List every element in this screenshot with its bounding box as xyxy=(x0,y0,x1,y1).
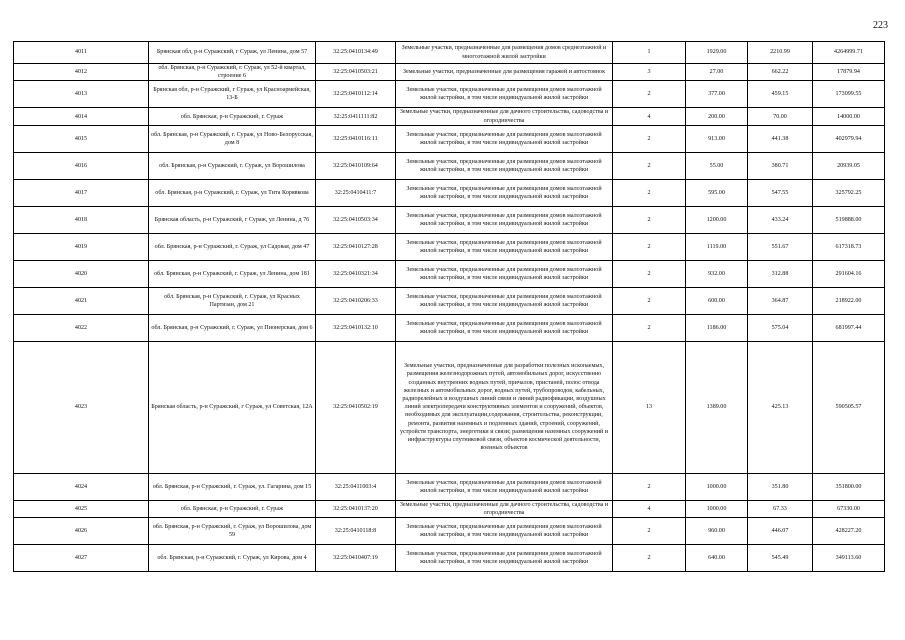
row-specific-value: 2210.99 xyxy=(748,42,813,64)
row-specific-value: 364.87 xyxy=(748,287,813,314)
table-row xyxy=(14,125,885,152)
row-land-use-purpose: Земельные участки, предназначенные для размещения домов малоэтажной жилой застройки, в том числе индивидуальной жилой застройки xyxy=(396,152,613,179)
row-cadastral-number: 32:25:0411111:82 xyxy=(316,108,396,125)
row-number: 4018 xyxy=(14,206,149,233)
row-cadastral-number: 32:25:0410109:64 xyxy=(316,152,396,179)
table-row xyxy=(14,473,885,500)
row-area: 960.00 xyxy=(686,518,748,545)
row-use-group: 13 xyxy=(613,341,686,473)
row-cadastral-number: 32:25:0410137:20 xyxy=(316,500,396,517)
row-cadastral-value: 67330.00 xyxy=(813,500,885,517)
row-land-use-purpose: Земельные участки, предназначенные для размещения домов малоэтажной жилой застройки, в том числе индивидуальной жилой застройки xyxy=(396,473,613,500)
row-cadastral-number: 32:25:0410132:10 xyxy=(316,314,396,341)
table-row xyxy=(14,152,885,179)
table-row xyxy=(14,64,885,81)
row-use-group: 2 xyxy=(613,125,686,152)
row-land-use-purpose: Земельные участки, предназначенные для дачного строительства, садоводства и огородничества xyxy=(396,500,613,517)
row-area: 595.00 xyxy=(686,179,748,206)
row-number: 4015 xyxy=(14,125,149,152)
row-land-use-purpose: Земельные участки, предназначенные для размещения домов малоэтажной жилой застройки, в том числе индивидуальной жилой застройки xyxy=(396,260,613,287)
row-specific-value: 380.71 xyxy=(748,152,813,179)
table-row xyxy=(14,179,885,206)
row-cadastral-number: 32:25:0410206:33 xyxy=(316,287,396,314)
row-land-use-purpose: Земельные участки, предназначенные для размещения домов малоэтажной жилой застройки, в том числе индивидуальной жилой застройки xyxy=(396,81,613,108)
row-cadastral-value: 617318.73 xyxy=(813,233,885,260)
row-cadastral-number: 32:25:0410503:34 xyxy=(316,206,396,233)
row-address: Брянская обл, р-н Суражский, г Сураж, ул Ленина, дом 57 xyxy=(149,42,316,64)
row-specific-value: 433.24 xyxy=(748,206,813,233)
row-cadastral-number: 32:25:0411003:4 xyxy=(316,473,396,500)
table-row xyxy=(14,518,885,545)
row-area: 913.00 xyxy=(686,125,748,152)
table-row xyxy=(14,108,885,125)
row-number: 4013 xyxy=(14,81,149,108)
row-land-use-purpose: Земельные участки, предназначенные для размещения гаражей и автостоянок xyxy=(396,64,613,81)
row-address: обл. Брянская, р-н Суражский, г. Сураж, ул Ворошилова, дом 59 xyxy=(149,518,316,545)
row-use-group: 2 xyxy=(613,287,686,314)
row-specific-value: 312.88 xyxy=(748,260,813,287)
row-number: 4024 xyxy=(14,473,149,500)
row-land-use-purpose: Земельные участки, предназначенные для размещения домов малоэтажной жилой застройки, в том числе индивидуальной жилой застройки xyxy=(396,314,613,341)
row-address: обл. Брянская, р-н Суражский, г. Сураж, ул Кирова, дом 4 xyxy=(149,545,316,572)
row-number: 4012 xyxy=(14,64,149,81)
row-number: 4011 xyxy=(14,42,149,64)
row-address: Брянская область, р-н Суражский, г Сураж, ул Советская, 12А xyxy=(149,341,316,473)
row-number: 4023 xyxy=(14,341,149,473)
row-cadastral-number: 32:25:0410502:19 xyxy=(316,341,396,473)
row-address: обл. Брянская, р-н Суражский, г. Сураж, ул Красных Партизан, дом 21 xyxy=(149,287,316,314)
table-row xyxy=(14,545,885,572)
row-specific-value: 459.15 xyxy=(748,81,813,108)
row-use-group: 2 xyxy=(613,314,686,341)
row-cadastral-number: 32:25:0410321:34 xyxy=(316,260,396,287)
table-row xyxy=(14,287,885,314)
row-specific-value: 551.67 xyxy=(748,233,813,260)
row-cadastral-value: 218922.00 xyxy=(813,287,885,314)
row-cadastral-value: 14000.00 xyxy=(813,108,885,125)
row-cadastral-number: 32:25:0410118:8 xyxy=(316,518,396,545)
row-use-group: 4 xyxy=(613,108,686,125)
row-cadastral-value: 17879.94 xyxy=(813,64,885,81)
row-address: обл. Брянская, р-н Суражский, г. Сураж, ул Ново-Белорусская, дом 8 xyxy=(149,125,316,152)
row-area: 1000.00 xyxy=(686,473,748,500)
table-row xyxy=(14,233,885,260)
row-specific-value: 575.04 xyxy=(748,314,813,341)
page-number: 223 xyxy=(873,20,888,31)
row-land-use-purpose: Земельные участки, предназначенные для размещения домов малоэтажной жилой застройки, в том числе индивидуальной жилой застройки xyxy=(396,233,613,260)
row-use-group: 2 xyxy=(613,179,686,206)
row-number: 4022 xyxy=(14,314,149,341)
row-cadastral-value: 351800.00 xyxy=(813,473,885,500)
row-area: 600.00 xyxy=(686,287,748,314)
row-area: 1119.00 xyxy=(686,233,748,260)
row-use-group: 2 xyxy=(613,206,686,233)
row-cadastral-value: 681997.44 xyxy=(813,314,885,341)
row-use-group: 2 xyxy=(613,545,686,572)
row-specific-value: 662.22 xyxy=(748,64,813,81)
row-address: обл. Брянская, р-н Суражский, г. Сураж xyxy=(149,108,316,125)
row-area: 640.00 xyxy=(686,545,748,572)
row-land-use-purpose: Земельные участки, предназначенные для размещения домов малоэтажной жилой застройки, в том числе индивидуальной жилой застройки xyxy=(396,179,613,206)
row-specific-value: 67.33 xyxy=(748,500,813,517)
row-number: 4021 xyxy=(14,287,149,314)
row-cadastral-number: 32:25:0410116:11 xyxy=(316,125,396,152)
row-cadastral-value: 349113.60 xyxy=(813,545,885,572)
row-cadastral-value: 590505.57 xyxy=(813,341,885,473)
row-use-group: 2 xyxy=(613,518,686,545)
row-area: 1186.00 xyxy=(686,314,748,341)
row-area: 1200.00 xyxy=(686,206,748,233)
row-use-group: 2 xyxy=(613,233,686,260)
row-address: Брянская область, р-н Суражский, г Сураж, ул Ленина, д 76 xyxy=(149,206,316,233)
row-number: 4027 xyxy=(14,545,149,572)
row-land-use-purpose: Земельные участки, предназначенные для дачного строительства, садоводства и огородничества xyxy=(396,108,613,125)
row-specific-value: 446.07 xyxy=(748,518,813,545)
row-area: 932.00 xyxy=(686,260,748,287)
row-address: обл. Брянская, р-н Суражский, г. Сураж xyxy=(149,500,316,517)
table-row xyxy=(14,81,885,108)
row-address: обл. Брянская, р-н Суражский, г. Сураж, ул Ворошилова xyxy=(149,152,316,179)
row-number: 4025 xyxy=(14,500,149,517)
row-number: 4016 xyxy=(14,152,149,179)
row-use-group: 2 xyxy=(613,260,686,287)
row-number: 4026 xyxy=(14,518,149,545)
row-cadastral-value: 4264999.71 xyxy=(813,42,885,64)
row-cadastral-number: 32:25:0410503:21 xyxy=(316,64,396,81)
row-land-use-purpose: Земельные участки, предназначенные для размещения домов малоэтажной жилой застройки, в том числе индивидуальной жилой застройки xyxy=(396,125,613,152)
row-specific-value: 351.80 xyxy=(748,473,813,500)
table-row xyxy=(14,500,885,517)
row-number: 4019 xyxy=(14,233,149,260)
row-area: 1389.00 xyxy=(686,341,748,473)
table-row xyxy=(14,42,885,64)
row-land-use-purpose: Земельные участки, предназначенные для размещения домов малоэтажной жилой застройки, в том числе индивидуальной жилой застройки xyxy=(396,287,613,314)
row-specific-value: 545.49 xyxy=(748,545,813,572)
table-row xyxy=(14,206,885,233)
table-row xyxy=(14,260,885,287)
row-land-use-purpose: Земельные участки, предназначенные для размещения домов малоэтажной жилой застройки, в том числе индивидуальной жилой застройки xyxy=(396,206,613,233)
row-cadastral-number: 32:25:0410127:28 xyxy=(316,233,396,260)
row-address: обл. Брянская, р-н Суражский, г. Сураж, ул Пионерская, дом 6 xyxy=(149,314,316,341)
row-area: 1000.00 xyxy=(686,500,748,517)
row-cadastral-value: 402979.94 xyxy=(813,125,885,152)
row-use-group: 2 xyxy=(613,152,686,179)
row-address: обл. Брянская, р-н Суражский, г. Сураж, ул 52-й квартал, строение 6 xyxy=(149,64,316,81)
row-cadastral-number: 32:25:0410407:19 xyxy=(316,545,396,572)
row-specific-value: 547.55 xyxy=(748,179,813,206)
row-land-use-purpose: Земельные участки, предназначенные для разработки полезных ископаемых, размещения железнодорожных путей, автомобильных дорог, искусственно созданных внутренних водных путей, причалов, пристаней, полос отвода железных и автомобильных дорог, водных путей, трубопроводов, кабельных, радиорелейных и воздушных линий связи и линий радиофикации, воздушных линий электропередачи конструктивных элементов и сооружений, объектов, необходимых для эксплуатации,содержания, строительства, реконструкции, ремонта, развития наземных и подземных зданий, строений, сооружений, устройств транспорта, энергетики и связи; размещения наземных сооружений и инфраструктуры спутниковой связи, объектов космической деятельности, военных объектов xyxy=(396,341,613,473)
row-land-use-purpose: Земельные участки, предназначенные для размещения домов малоэтажной жилой застройки, в том числе индивидуальной жилой застройки xyxy=(396,518,613,545)
row-address: обл. Брянская, р-н Суражский, г. Сураж, ул Ленина, дом 181 xyxy=(149,260,316,287)
row-cadastral-number: 32:25:0410134:49 xyxy=(316,42,396,64)
row-cadastral-value: 291604.16 xyxy=(813,260,885,287)
table-row xyxy=(14,314,885,341)
row-cadastral-number: 32:25:0410411:7 xyxy=(316,179,396,206)
row-cadastral-number: 32:25:0410112:14 xyxy=(316,81,396,108)
row-use-group: 2 xyxy=(613,473,686,500)
row-use-group: 4 xyxy=(613,500,686,517)
row-address: обл. Брянская, р-н Суражский, г. Сураж, ул Садовая, дом 47 xyxy=(149,233,316,260)
row-area: 1929.00 xyxy=(686,42,748,64)
row-area: 27.00 xyxy=(686,64,748,81)
row-land-use-purpose: Земельные участки, предназначенные для размещения домов малоэтажной жилой застройки, в том числе индивидуальной жилой застройки xyxy=(396,545,613,572)
row-specific-value: 70.00 xyxy=(748,108,813,125)
row-cadastral-value: 20939.05 xyxy=(813,152,885,179)
row-use-group: 2 xyxy=(613,81,686,108)
row-specific-value: 425.13 xyxy=(748,341,813,473)
row-address: обл. Брянская, р-н Суражский, г. Сураж, ул. Гагарина, дом 15 xyxy=(149,473,316,500)
table-row xyxy=(14,341,885,473)
row-cadastral-value: 173099.55 xyxy=(813,81,885,108)
row-number: 4020 xyxy=(14,260,149,287)
row-number: 4014 xyxy=(14,108,149,125)
row-address: Брянская обл, р-н Суражский, г Сураж, ул Красноармейская, 13-Б xyxy=(149,81,316,108)
row-number: 4017 xyxy=(14,179,149,206)
row-cadastral-value: 325792.25 xyxy=(813,179,885,206)
row-area: 55.00 xyxy=(686,152,748,179)
row-area: 377.00 xyxy=(686,81,748,108)
row-area: 200.00 xyxy=(686,108,748,125)
row-use-group: 3 xyxy=(613,64,686,81)
row-cadastral-value: 519888.00 xyxy=(813,206,885,233)
cadastral-value-table xyxy=(13,41,885,572)
row-cadastral-value: 428227.20 xyxy=(813,518,885,545)
row-land-use-purpose: Земельные участки, предназначенные для размещения домов среднеэтажной и многоэтажной жилой застройки xyxy=(396,42,613,64)
row-use-group: 1 xyxy=(613,42,686,64)
row-address: обл. Брянская, р-н Суражский, г. Сураж, ул Тита Корявкова xyxy=(149,179,316,206)
row-specific-value: 441.38 xyxy=(748,125,813,152)
